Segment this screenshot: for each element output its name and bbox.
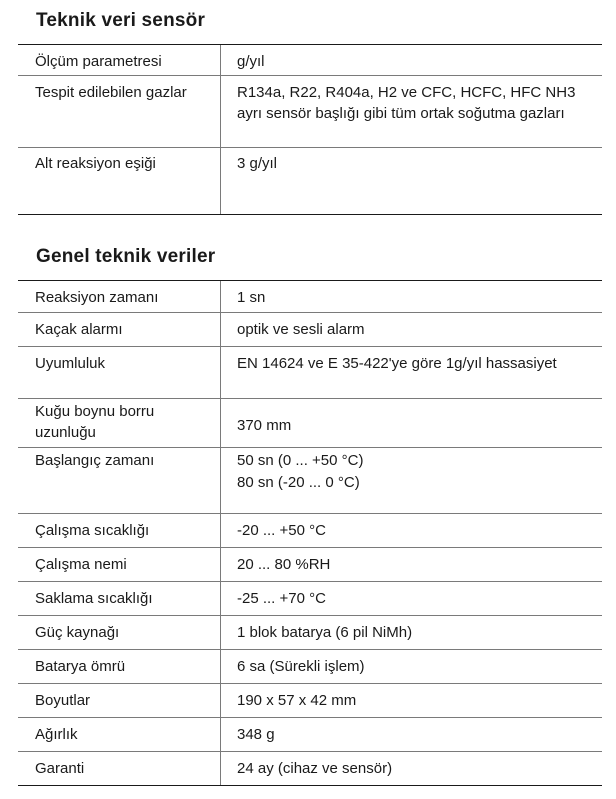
section-title-general: Genel teknik veriler [36,246,216,267]
section-title-sensor: Teknik veri sensör [36,10,206,31]
row-label: Boyutlar [35,692,91,709]
row-value: 24 ay (cihaz ve sensör) [237,760,393,777]
row-label: Güç kaynağı [35,624,120,641]
column-divider [220,582,221,615]
row-value: 190 x 57 x 42 mm [237,692,357,709]
row-label: Saklama sıcaklığı [35,590,153,607]
column-divider [220,448,221,513]
column-divider [220,313,221,346]
column-divider [220,281,221,312]
row-label: Kaçak alarmı [35,321,123,338]
row-value: 1 sn [237,289,266,306]
row-label: Tespit edilebilen gazlar [35,84,187,101]
row-label: Reaksiyon zamanı [35,289,159,306]
table-row [18,684,602,718]
row-value-secondary: 80 sn (-20 ... 0 °C) [237,474,360,491]
row-label: Alt reaksiyon eşiği [35,155,156,172]
table-row [18,399,602,448]
column-divider [220,148,221,214]
row-value: optik ve sesli alarm [237,321,365,338]
table-row [18,718,602,752]
row-value: 20 ... 80 %RH [237,556,331,573]
column-divider [220,76,221,147]
row-label: Kuğu boynu borru uzunluğu [35,403,155,441]
column-divider [220,616,221,649]
column-divider [220,399,221,447]
row-value: -25 ... +70 °C [237,590,326,607]
table-row [18,76,602,148]
row-label: Çalışma nemi [35,556,127,573]
general-table [18,280,602,786]
row-label: Garanti [35,760,85,777]
table-row [18,281,602,313]
row-value: -20 ... +50 °C [237,522,326,539]
table-row [18,752,602,786]
table-row [18,448,602,514]
row-value: R134a, R22, R404a, H2 ve CFC, HCFC, HFC NH3 ayrı sensör başlığı gibi tüm ortak soğutma gazları [237,84,576,122]
table-row [18,548,602,582]
column-divider [220,684,221,717]
column-divider [220,650,221,683]
row-value: 6 sa (Sürekli işlem) [237,658,365,675]
column-divider [220,45,221,75]
row-label: Batarya ömrü [35,658,126,675]
row-value: 1 blok batarya (6 pil NiMh) [237,624,413,641]
table-row [18,514,602,548]
table-row [18,45,602,76]
row-label: Çalışma sıcaklığı [35,522,150,539]
table-row [18,148,602,215]
table-row [18,650,602,684]
table-row [18,313,602,347]
column-divider [220,548,221,581]
row-value: 348 g [237,726,275,743]
sensor-table [18,44,602,215]
column-divider [220,514,221,547]
table-row [18,347,602,399]
column-divider [220,347,221,398]
row-value: EN 14624 ve E 35-422'ye göre 1g/yıl hassasiyet [237,355,557,372]
table-row [18,582,602,616]
row-value: 370 mm [237,417,292,434]
row-value: g/yıl [237,53,265,70]
row-label: Ağırlık [35,726,78,743]
column-divider [220,718,221,751]
row-value: 3 g/yıl [237,155,278,172]
row-label: Ölçüm parametresi [35,53,162,70]
column-divider [220,752,221,785]
table-row [18,616,602,650]
row-label: Başlangıç zamanı [35,452,155,469]
row-value: 50 sn (0 ... +50 °C) [237,452,364,469]
row-label: Uyumluluk [35,355,106,372]
